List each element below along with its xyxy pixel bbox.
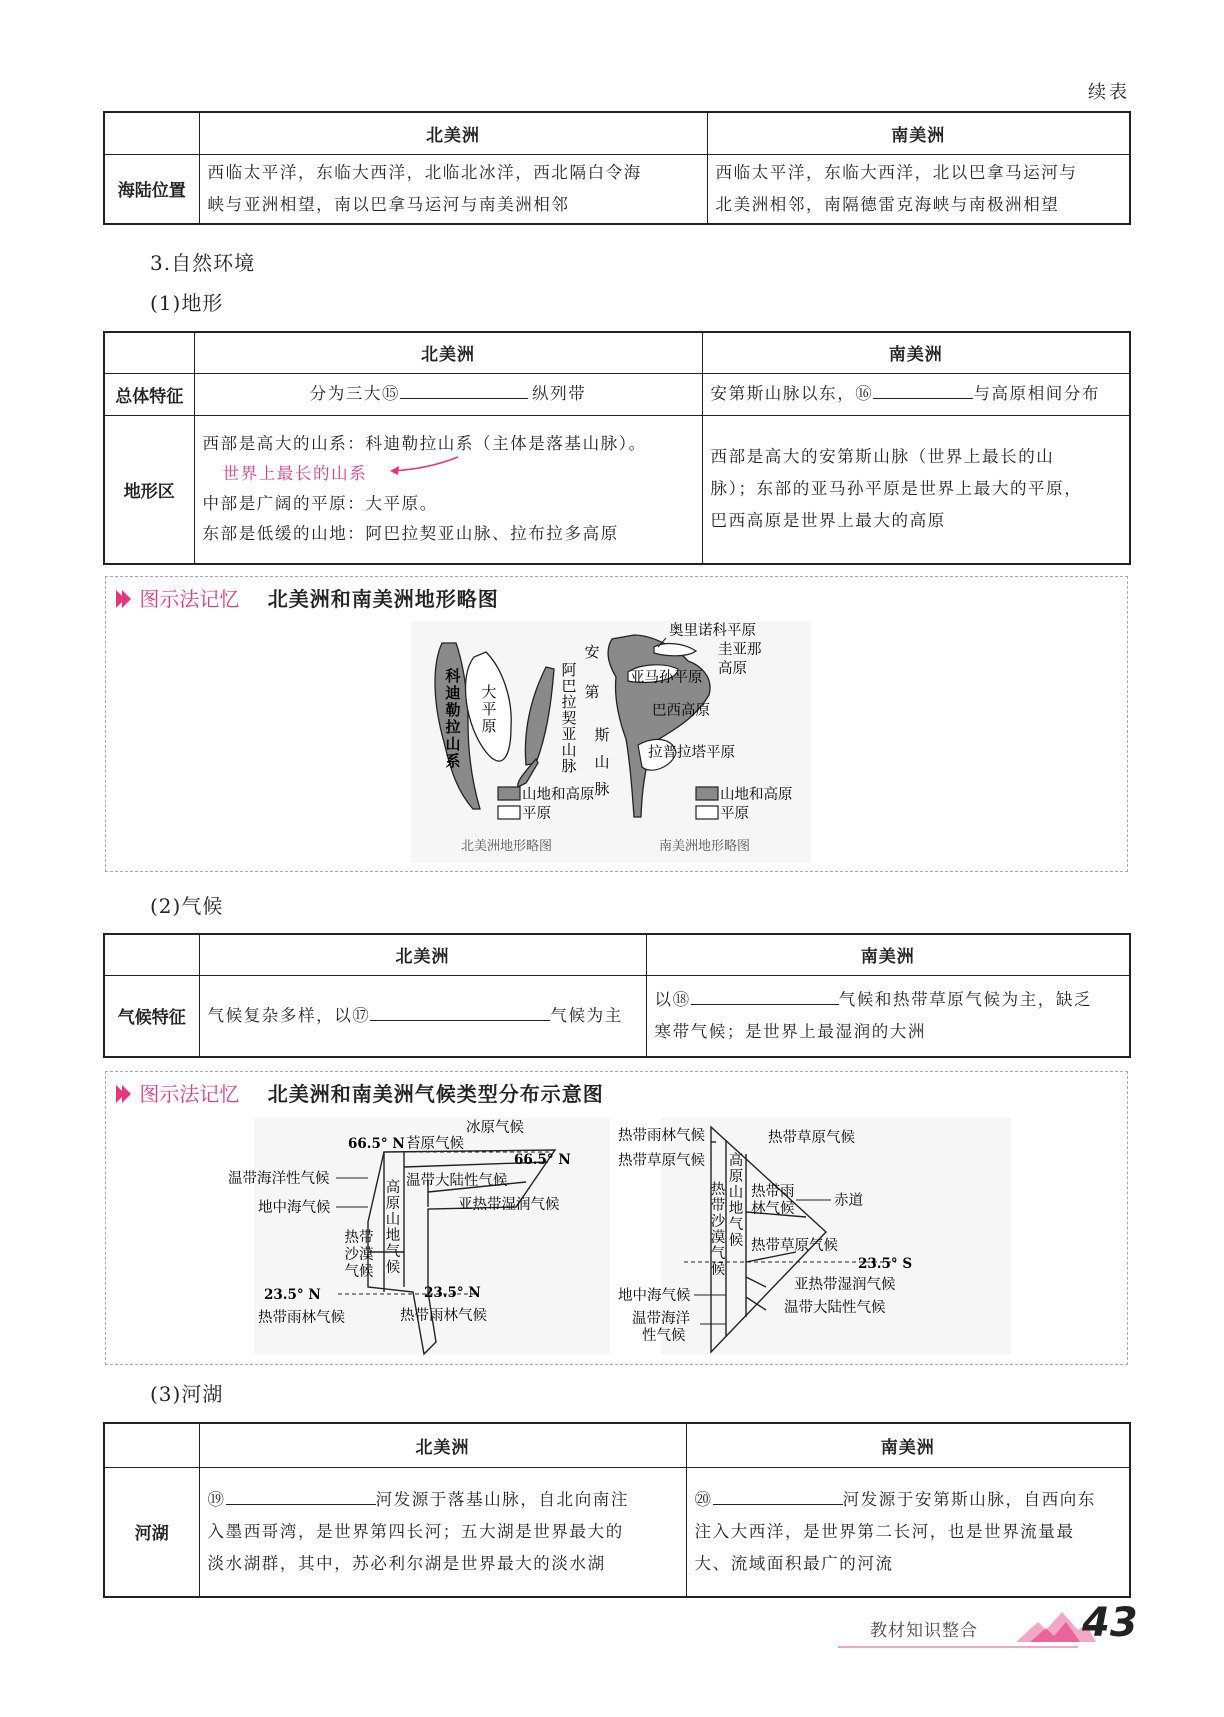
header-north-america: 北美洲 bbox=[199, 934, 646, 975]
na-legend-mountain: 山地和高原 bbox=[522, 787, 595, 803]
na-desert-line: 气候 bbox=[344, 1264, 374, 1280]
blank-17[interactable] bbox=[370, 1000, 550, 1021]
na-rainforest-right: 热带雨林气候 bbox=[400, 1308, 487, 1324]
text: ⑳ bbox=[694, 1489, 713, 1509]
sa-desert-char: 漠 bbox=[710, 1230, 726, 1246]
sa-andes-char: 脉 bbox=[594, 780, 610, 798]
na-cordillera-char: 勒 bbox=[445, 701, 461, 719]
na-highland-char: 原 bbox=[385, 1196, 401, 1212]
sa-marine-2: 性气候 bbox=[642, 1328, 686, 1344]
na-highland-char: 气 bbox=[385, 1244, 401, 1260]
text-line: 西临太平洋，东临大西洋，北临北冰洋，西北隔白令海 bbox=[207, 162, 642, 182]
text-line: 巴西高原是世界上最大的高原 bbox=[710, 511, 946, 531]
sa-lat235: 23.5° S bbox=[858, 1256, 913, 1272]
cell-south-landforms bbox=[702, 415, 1130, 564]
terrain-diagram bbox=[106, 577, 1127, 871]
cell-north-climate bbox=[199, 975, 646, 1057]
header-empty bbox=[104, 332, 194, 373]
na-cordillera-label bbox=[444, 667, 461, 770]
na-highland-char: 山 bbox=[385, 1212, 401, 1228]
table-rivers bbox=[103, 1422, 1131, 1598]
header-north-america: 北美洲 bbox=[199, 112, 707, 154]
na-cordillera-char: 拉 bbox=[445, 718, 461, 736]
na-lat235-right: 23.5° N bbox=[424, 1285, 481, 1301]
text-line: 北美洲相邻，南隔德雷克海峡与南极洲相望 bbox=[715, 194, 1060, 214]
na-continental: 温带大陆性气候 bbox=[406, 1173, 508, 1189]
sa-highland-char: 气 bbox=[728, 1217, 744, 1233]
sa-highland-label bbox=[729, 1151, 744, 1249]
na-appalachian-char: 脉 bbox=[561, 757, 577, 775]
na-cordillera-char: 迪 bbox=[445, 684, 461, 702]
climate-diagram bbox=[106, 1072, 1127, 1364]
sa-continental: 温带大陆性气候 bbox=[784, 1300, 886, 1316]
cell-south-rivers bbox=[686, 1467, 1130, 1597]
sa-legend-plain: 平原 bbox=[720, 806, 749, 822]
text: 气候为主 bbox=[550, 1005, 623, 1025]
text-line: 入墨西哥湾，是世界第四长河；五大湖是世界最大的 bbox=[207, 1521, 624, 1541]
text: 纵列带 bbox=[532, 384, 587, 403]
header-empty bbox=[104, 934, 199, 975]
cell-north-rivers bbox=[199, 1467, 686, 1597]
sa-rainforest-left: 热带雨林气候 bbox=[618, 1128, 705, 1144]
na-lat665-right: 66.5° N bbox=[514, 1152, 571, 1168]
text: ⑲ bbox=[207, 1489, 226, 1509]
cell-north-overall bbox=[194, 373, 702, 415]
sa-legend-mountain-swatch bbox=[696, 787, 718, 800]
sub-heading-terrain: (1)地形 bbox=[150, 291, 224, 315]
text-line: 峡与亚洲相望，南以巴拿马运河与南美洲相邻 bbox=[207, 194, 570, 214]
na-desert-label bbox=[345, 1228, 374, 1280]
text-line: 中部是广阔的平原：大平原。 bbox=[202, 494, 438, 514]
row-label-overall: 总体特征 bbox=[104, 373, 194, 415]
annotation-row bbox=[203, 459, 694, 489]
sa-orinoco: 奥里诺科平原 bbox=[669, 623, 756, 639]
na-desert-line: 热带 bbox=[344, 1230, 374, 1246]
na-subtropical: 亚热带湿润气候 bbox=[458, 1197, 560, 1213]
text-line: 寒带气候；是世界上最湿润的大洲 bbox=[654, 1021, 926, 1041]
na-cordillera-char: 科 bbox=[445, 667, 461, 685]
text: 安第斯山脉以东，⑯ bbox=[710, 384, 874, 403]
tip-title: 北美洲和南美洲气候类型分布示意图 bbox=[267, 1082, 604, 1106]
sa-highland-char: 候 bbox=[728, 1233, 744, 1249]
text-line bbox=[208, 1484, 678, 1516]
sa-marine-1: 温带海洋 bbox=[632, 1311, 690, 1327]
header-empty bbox=[104, 112, 199, 154]
na-appalachian-char: 亚 bbox=[561, 725, 577, 743]
table-sea-land-position bbox=[103, 111, 1131, 225]
page-number: 43 bbox=[1082, 1600, 1138, 1646]
na-highland-label bbox=[386, 1178, 401, 1276]
na-icecap: 冰原气候 bbox=[466, 1120, 524, 1136]
text-line bbox=[655, 984, 1122, 1016]
text: 河发源于安第斯山脉，自西向东 bbox=[842, 1489, 1097, 1509]
sa-highland-char: 原 bbox=[728, 1169, 744, 1185]
sa-guiana2: 高原 bbox=[718, 661, 747, 677]
na-rainforest-left: 热带雨林气候 bbox=[258, 1310, 345, 1326]
na-highland-char: 地 bbox=[385, 1228, 401, 1244]
na-appalachian-char: 拉 bbox=[561, 693, 577, 711]
sa-laplata: 拉普拉塔平原 bbox=[648, 745, 735, 761]
na-appalachian-char: 契 bbox=[561, 709, 577, 727]
na-lat665-left: 66.5° N bbox=[348, 1136, 405, 1152]
sa-savanna-right: 热带草原气候 bbox=[768, 1130, 855, 1146]
text: 河发源于落基山脉，自北向南注 bbox=[375, 1489, 630, 1509]
sa-rainforest-in-label bbox=[751, 1182, 795, 1217]
sa-rainforest-in-line: 林气候 bbox=[751, 1201, 795, 1217]
text: 分为三大⑮ bbox=[309, 384, 401, 403]
row-label-landforms: 地形区 bbox=[104, 415, 194, 564]
tip-title: 北美洲和南美洲地形略图 bbox=[267, 587, 499, 611]
row-label-rivers: 河湖 bbox=[104, 1467, 199, 1597]
cell-south-overall bbox=[702, 373, 1130, 415]
text-line: 注入大西洋，是世界第二长河，也是世界流量最 bbox=[694, 1521, 1075, 1541]
table-climate bbox=[103, 933, 1131, 1058]
sub-heading-climate: (2)气候 bbox=[150, 894, 224, 918]
na-tundra: 苔原气候 bbox=[406, 1136, 464, 1152]
sa-rainforest-in-line: 热带雨 bbox=[751, 1184, 795, 1200]
na-cordillera-char: 系 bbox=[445, 752, 461, 770]
text-line bbox=[695, 1484, 1122, 1516]
sa-equator: 赤道 bbox=[834, 1193, 863, 1209]
header-south-america: 南美洲 bbox=[646, 934, 1130, 975]
sa-desert-char: 沙 bbox=[710, 1214, 726, 1230]
sa-highland-char: 山 bbox=[728, 1185, 744, 1201]
annotation-longest-range: 世界上最长的山系 bbox=[222, 464, 368, 484]
sa-med: 地中海气候 bbox=[618, 1288, 691, 1304]
sa-highland-char: 高 bbox=[728, 1153, 744, 1169]
na-plain-char: 平 bbox=[481, 700, 497, 718]
blank-18[interactable] bbox=[691, 984, 839, 1005]
blank-19[interactable] bbox=[226, 1484, 376, 1505]
tip-box-climate bbox=[105, 1071, 1128, 1365]
tip-box-terrain bbox=[105, 576, 1128, 872]
sub-heading-rivers: (3)河湖 bbox=[150, 1382, 224, 1406]
tip-label: 图示法记忆 bbox=[139, 1082, 240, 1106]
na-highland-char: 候 bbox=[385, 1260, 401, 1276]
na-cordillera-char: 山 bbox=[445, 735, 461, 753]
na-desert-line: 沙漠 bbox=[344, 1247, 374, 1263]
text: 与高原相间分布 bbox=[973, 384, 1101, 403]
cell-north-landforms bbox=[194, 415, 702, 564]
blank-15[interactable] bbox=[400, 378, 528, 399]
na-legend-plain: 平原 bbox=[522, 806, 551, 822]
sa-legend-plain-swatch bbox=[696, 806, 718, 819]
na-lat235-left: 23.5° N bbox=[264, 1287, 321, 1303]
text: 气候和热带草原气候为主，缺乏 bbox=[838, 989, 1093, 1009]
text-line: 西临太平洋，东临大西洋，北以巴拿马运河与 bbox=[715, 162, 1078, 182]
cell-south-position bbox=[707, 154, 1130, 224]
continued-label: 续表 bbox=[1088, 82, 1130, 103]
sa-desert-char: 候 bbox=[710, 1262, 726, 1278]
sa-highland-char: 地 bbox=[728, 1201, 744, 1217]
sa-desert-char: 带 bbox=[710, 1198, 726, 1214]
na-appalachian-label bbox=[561, 661, 576, 775]
text-line: 西部是高大的安第斯山脉（世界上最长的山 bbox=[710, 447, 1055, 467]
sa-andes-char: 斯 bbox=[594, 726, 610, 744]
row-label-climate: 气候特征 bbox=[104, 975, 199, 1057]
na-caption: 北美洲地形略图 bbox=[461, 839, 553, 854]
sa-legend-mountain: 山地和高原 bbox=[720, 787, 793, 803]
tip-label: 图示法记忆 bbox=[139, 587, 240, 611]
header-north-america: 北美洲 bbox=[194, 332, 702, 373]
sa-guiana: 圭亚那 bbox=[718, 642, 762, 658]
sa-savanna-left: 热带草原气候 bbox=[618, 1153, 705, 1169]
sa-desert-label bbox=[711, 1180, 726, 1278]
text: 气候复杂多样，以⑰ bbox=[207, 1005, 371, 1025]
footer bbox=[838, 1600, 1138, 1660]
na-legend-plain-swatch bbox=[498, 806, 520, 819]
na-plain-char: 原 bbox=[481, 717, 497, 735]
sa-amazon: 亚马孙平原 bbox=[630, 670, 703, 686]
cell-south-climate bbox=[646, 975, 1130, 1057]
sa-subtropical: 亚热带湿润气候 bbox=[794, 1277, 896, 1293]
blank-16[interactable] bbox=[873, 378, 973, 399]
header-empty bbox=[104, 1423, 199, 1467]
na-appalachian-char: 阿 bbox=[561, 661, 577, 679]
sa-caption: 南美洲地形略图 bbox=[659, 839, 751, 854]
text-line: 西部是高大的山系：科迪勒拉山系（主体是落基山脉）。 bbox=[202, 434, 647, 454]
na-legend-mountain-swatch bbox=[498, 787, 520, 800]
na-appalachian-char: 巴 bbox=[561, 677, 577, 695]
table-terrain bbox=[103, 331, 1131, 565]
na-highland-char: 高 bbox=[385, 1180, 401, 1196]
sa-andes-char: 第 bbox=[584, 683, 600, 701]
sa-desert-char: 气 bbox=[710, 1246, 726, 1262]
text-line: 淡水湖群，其中，苏必利尔湖是世界最大的淡水湖 bbox=[207, 1553, 606, 1573]
na-plain-label bbox=[481, 683, 496, 735]
blank-20[interactable] bbox=[713, 1484, 843, 1505]
annotation-arrow-icon bbox=[388, 453, 468, 479]
section-heading: 3.自然环境 bbox=[150, 251, 256, 275]
header-south-america: 南美洲 bbox=[707, 112, 1130, 154]
cell-north-position bbox=[199, 154, 707, 224]
text: 以⑱ bbox=[654, 989, 691, 1009]
row-label-sea-land: 海陆位置 bbox=[104, 154, 199, 224]
na-appalachian-char: 山 bbox=[561, 741, 577, 759]
na-med: 地中海气候 bbox=[258, 1200, 331, 1216]
na-marine: 温带海洋性气候 bbox=[228, 1171, 330, 1187]
header-south-america: 南美洲 bbox=[686, 1423, 1130, 1467]
sa-savanna-in: 热带草原气候 bbox=[751, 1238, 838, 1254]
footer-underline bbox=[838, 1646, 1078, 1648]
text-line: 大、流域面积最广的河流 bbox=[694, 1553, 894, 1573]
header-south-america: 南美洲 bbox=[702, 332, 1130, 373]
sa-andes-char: 山 bbox=[594, 753, 610, 771]
na-plain-char: 大 bbox=[481, 683, 497, 701]
text-line: 东部是低缓的山地：阿巴拉契亚山脉、拉布拉多高原 bbox=[202, 524, 619, 544]
header-north-america: 北美洲 bbox=[199, 1423, 686, 1467]
footer-label: 教材知识整合 bbox=[870, 1621, 978, 1641]
sa-desert-char: 热 bbox=[710, 1182, 726, 1198]
text-line: 脉）；东部的亚马孙平原是世界上最大的平原， bbox=[710, 479, 1083, 499]
sa-brazil: 巴西高原 bbox=[652, 703, 710, 719]
sa-andes-char: 安 bbox=[584, 643, 600, 661]
